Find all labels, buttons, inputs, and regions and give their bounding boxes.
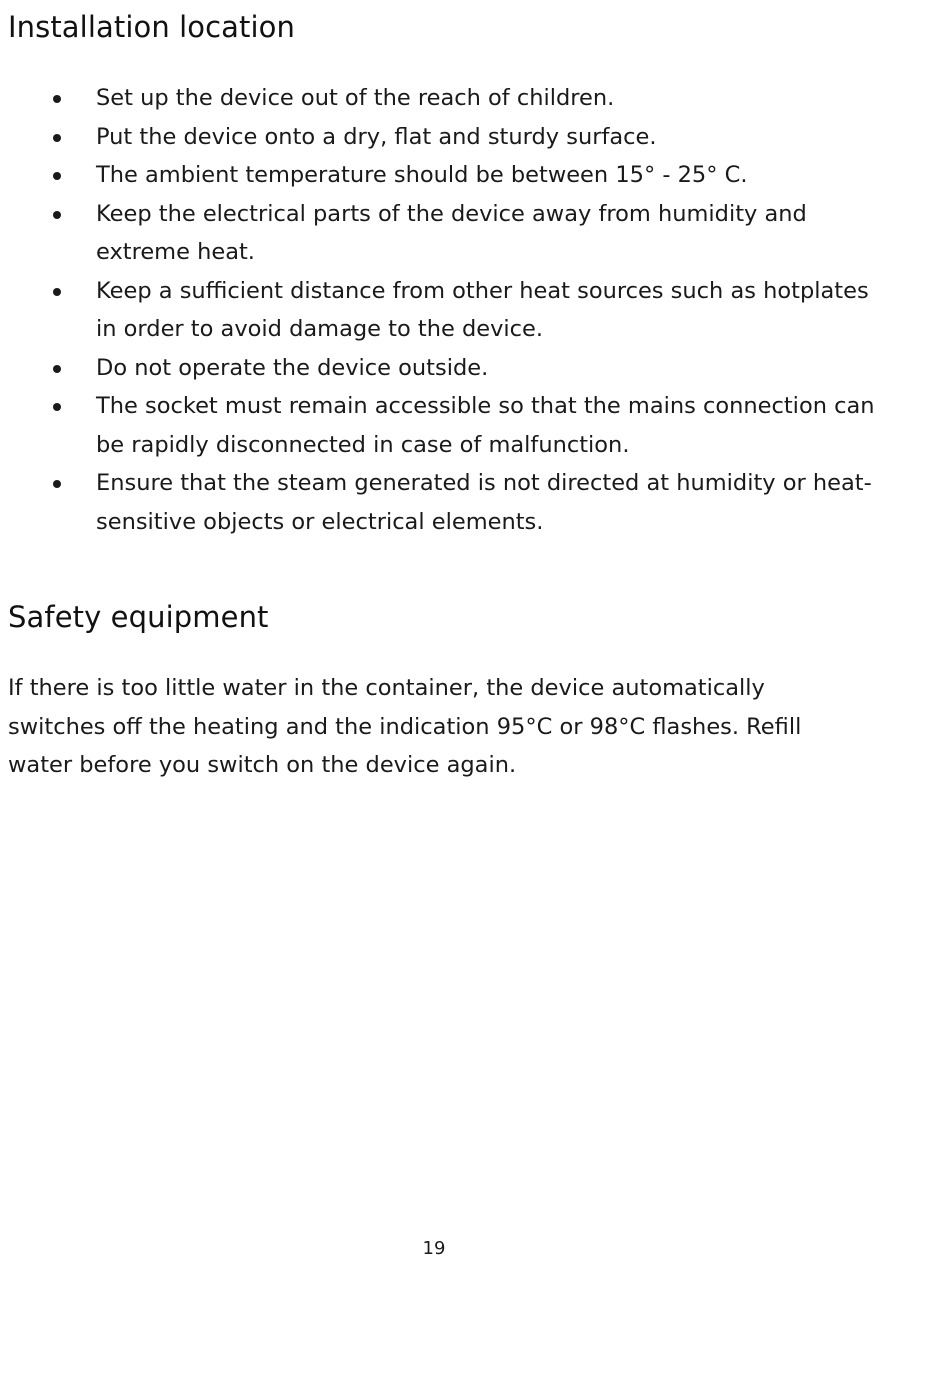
bullet-icon xyxy=(53,288,61,296)
list-item xyxy=(0,79,880,118)
bullet-icon xyxy=(53,365,61,373)
installation-bullet-list xyxy=(0,79,880,541)
safety-equipment-heading: Safety equipment xyxy=(8,600,269,634)
list-item-text: The ambient temperature should be between 15° - 25° C. xyxy=(96,162,748,188)
installation-location-heading: Installation location xyxy=(8,10,296,44)
list-item xyxy=(0,349,880,388)
safety-equipment-paragraph: If there is too little water in the container, the device automatically switches off the heating and the indication 95°C or 98°C flashes. Refill water before you switch on the device again. xyxy=(8,675,802,778)
bullet-icon xyxy=(53,480,61,488)
list-item-text: Keep the electrical parts of the device away from humidity and extreme heat. xyxy=(96,200,807,265)
list-item xyxy=(0,387,880,464)
page-number: 19 xyxy=(422,1238,446,1259)
bullet-icon xyxy=(53,172,61,180)
bullet-icon xyxy=(53,134,61,142)
bullet-icon xyxy=(53,403,61,411)
list-item-text: Set up the device out of the reach of children. xyxy=(96,85,615,111)
list-item-text: Ensure that the steam generated is not directed at humidity or heat-sensitive objects or electrical elements. xyxy=(96,470,872,535)
list-item-text: The socket must remain accessible so that the mains connection can be rapidly disconnected in case of malfunction. xyxy=(96,393,875,458)
list-item xyxy=(0,195,880,272)
list-item xyxy=(0,156,880,195)
list-item-text: Put the device onto a dry, flat and sturdy surface. xyxy=(96,123,657,150)
bullet-icon xyxy=(53,211,61,219)
list-item-text: Do not operate the device outside. xyxy=(96,354,489,381)
list-item xyxy=(0,118,880,157)
bullet-icon xyxy=(53,95,61,103)
list-item xyxy=(0,272,880,349)
list-item-text: Keep a sufficient distance from other heat sources such as hotplates in order to avoid damage to the device. xyxy=(96,277,869,342)
list-item xyxy=(0,464,880,541)
